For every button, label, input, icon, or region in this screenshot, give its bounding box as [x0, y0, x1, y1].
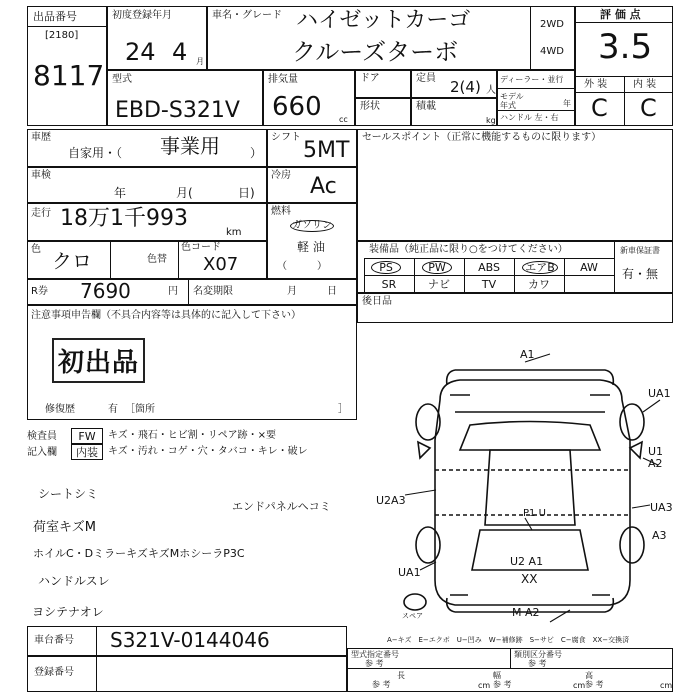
int-text: キズ・汚れ・コゲ・穴・タバコ・キレ・破レ — [108, 446, 308, 457]
displacement-label: 排気量 — [268, 74, 298, 85]
name-change-month: 月 — [287, 286, 297, 297]
first-listing-stamp: 初出品 — [52, 338, 145, 383]
divider — [497, 88, 575, 89]
color-label: 色 — [31, 244, 41, 255]
equip-navi: ナビ — [428, 278, 450, 291]
repair-close: ］ — [338, 404, 348, 415]
length-cm: cm — [478, 681, 491, 690]
color-code-label: 色コード — [181, 242, 221, 253]
interior-value: C — [640, 94, 657, 122]
diagram-label-u1a2: U1 A2 — [648, 445, 664, 470]
diagram-label-a3: A3 — [652, 529, 667, 542]
type-value: EBD-S321V — [115, 98, 240, 123]
equip-airbag: エアB — [522, 261, 558, 274]
divider — [110, 241, 111, 279]
grade-label: 評 価 点 — [600, 8, 641, 21]
equip-ps: PS — [371, 261, 401, 274]
divider — [510, 648, 511, 668]
height-ref: 参 考 — [585, 680, 604, 689]
diagram-legend: A−キズ E−エクボ U−凹み W−補修跡 S−サビ C−腐食 XX−交換済 — [387, 636, 630, 644]
diagram-label-u2a3-left: U2A3 — [376, 494, 406, 507]
door-label: ドア — [360, 73, 380, 84]
divider — [364, 275, 614, 276]
divider — [530, 6, 531, 70]
equip-pw: PW — [422, 261, 452, 274]
dealer-label: ディーラー・並行 — [500, 75, 564, 84]
remark-1: シートシミ — [38, 487, 99, 501]
capacity-label: 定員 — [416, 73, 436, 84]
recycle-value: 7690 — [80, 279, 131, 303]
fuel-paren: （ ） — [277, 261, 327, 272]
divider — [188, 279, 189, 305]
mileage-label: 走行 — [31, 208, 51, 219]
shape-label: 形状 — [360, 101, 380, 112]
name-change-label: 名変期限 — [193, 286, 233, 297]
load-label: 積載 — [416, 101, 436, 112]
width-ref: 参 考 — [493, 680, 512, 689]
shift-value: 5MT — [303, 138, 350, 163]
equip-aw: AW — [580, 261, 598, 274]
type-label: 型式 — [112, 74, 132, 85]
inspection-day: 日) — [238, 186, 255, 200]
sales-point-box — [357, 129, 673, 241]
reg-box — [27, 656, 347, 692]
diagram-label-u2a1: U2 A1 — [510, 555, 544, 568]
history-label: 車歴 — [31, 132, 51, 143]
model-label: 車名・グレード — [212, 10, 282, 21]
cc-unit: cc — [339, 115, 348, 124]
inspection-month: 月( — [176, 186, 193, 200]
color-change-label: 色替 — [147, 254, 167, 265]
warranty-value: 有・無 — [622, 267, 659, 281]
length-ref: 参 考 — [372, 680, 391, 689]
exterior-value: C — [591, 94, 608, 122]
warranty-label: 新車保証書 — [620, 246, 660, 255]
diagram-label-xx: XX — [521, 572, 538, 586]
shift-label: シフト — [271, 132, 301, 143]
car-diagram — [360, 340, 690, 630]
divider — [347, 668, 673, 669]
width-label: 幅 — [493, 671, 501, 680]
length-label: 長 — [397, 671, 405, 680]
model-year-label: モデル 年式 — [500, 92, 524, 110]
handle-label: ハンドル 左・右 — [500, 113, 559, 122]
month-unit: 月 — [196, 57, 204, 66]
history-box — [27, 129, 267, 167]
ac-label: 冷房 — [271, 170, 291, 181]
diagram-label-ma2: M A2 — [512, 606, 540, 619]
recycle-yen: 円 — [168, 286, 178, 297]
divider — [624, 76, 625, 126]
lot-number: 8117 — [33, 59, 105, 92]
category-ref: 参 考 — [528, 659, 547, 668]
diagram-label-spare: スペア — [402, 612, 423, 620]
first-reg-month: 4 — [172, 38, 188, 66]
diagram-label-ua3-right: UA3 — [650, 501, 673, 514]
exterior-label: 外 装 — [584, 79, 608, 90]
color-code-value: X07 — [203, 254, 239, 275]
equip-leather: カワ — [528, 278, 550, 291]
displacement-value: 660 — [272, 92, 322, 122]
first-reg-year: 24 — [125, 38, 156, 66]
fuel-gasoline: ガソリン — [292, 220, 332, 231]
chassis-value: S321V-0144046 — [110, 628, 270, 652]
inspection-label: 車検 — [31, 170, 51, 181]
divider — [575, 22, 673, 23]
recycle-label: R券 — [31, 286, 48, 297]
equip-tv: TV — [481, 278, 497, 291]
designation-ref: 参 考 — [365, 659, 384, 668]
notes-label: 注意事項申告欄（不具合内容等は具体的に記入して下さい） — [31, 310, 301, 321]
remark-5: ヨシテナオレ — [32, 605, 104, 619]
diagram-label-a1-top: A1 — [520, 348, 535, 361]
height-cm: cm — [660, 681, 673, 690]
divider — [614, 241, 615, 293]
fw-text: キズ・飛石・ヒビ割・リペア跡・×要 — [108, 430, 276, 441]
inspection-box — [27, 167, 267, 203]
first-reg-label: 初度登録年月 — [112, 10, 172, 21]
diagram-label-ua1-left: UA1 — [398, 566, 421, 579]
drive-2wd: 2WD — [540, 19, 564, 30]
entry-label: 記入欄 — [27, 447, 57, 458]
fuel-label: 燃料 — [271, 206, 291, 217]
lot-label: 出品番号 — [33, 10, 77, 23]
repair-label: 修復歴 — [45, 404, 75, 415]
repair-value: 有 — [108, 404, 118, 415]
color-value: クロ — [52, 249, 92, 273]
remark-3: ホイルC・DミラーキズキズMホシーラP3C — [33, 547, 245, 560]
equip-abs: ABS — [478, 261, 500, 274]
designation-label: 型式指定番号 — [351, 650, 399, 659]
year-unit: 年 — [563, 99, 571, 108]
aftermarket-label: 後日品 — [362, 296, 392, 307]
int-label: 内装 — [76, 446, 98, 459]
mileage-value: 18万1千993 — [60, 206, 188, 231]
repair-place: ［箇所 — [125, 404, 155, 415]
divider — [364, 258, 614, 259]
history-options: 自家用・（ — [68, 146, 123, 160]
km-unit: km — [226, 227, 242, 238]
remark-2: 荷室キズM — [33, 520, 96, 535]
reg-label: 登録番号 — [34, 667, 74, 678]
name-change-day: 日 — [327, 286, 337, 297]
fuel-diesel: 軽 油 — [297, 240, 325, 254]
divider — [575, 92, 673, 93]
drive-4wd: 4WD — [540, 46, 564, 57]
lot-sub: [2180] — [45, 30, 79, 41]
height-label: 高 — [585, 671, 593, 680]
model-line1: ハイゼットカーゴ — [296, 8, 471, 33]
interior-label: 内 装 — [633, 79, 657, 90]
divider — [96, 626, 97, 656]
width-cm: cm — [573, 681, 586, 690]
remark-right: エンドパネルヘコミ — [232, 500, 331, 513]
category-label: 類別区分番号 — [514, 650, 562, 659]
fw-label: FW — [78, 430, 96, 443]
ac-value: Ac — [310, 174, 337, 199]
diagram-label-p1u: P1 U — [523, 508, 546, 519]
divider — [178, 241, 179, 279]
kg-unit: kg — [486, 116, 496, 125]
recycle-box — [27, 279, 357, 305]
history-close: ） — [250, 146, 263, 160]
model-line2: クルーズターボ — [292, 38, 459, 66]
person-unit: 人 — [486, 85, 496, 96]
history-value: 事業用 — [160, 134, 220, 158]
inspection-year: 年 — [114, 186, 127, 200]
divider — [96, 656, 97, 692]
remark-4: ハンドルスレ — [38, 574, 110, 588]
equipment-label: 装備品（純正品に限り○をつけてください） — [369, 244, 568, 255]
aftermarket-box — [357, 293, 673, 323]
chassis-label: 車台番号 — [34, 635, 74, 646]
grade-value: 3.5 — [598, 27, 653, 67]
diagram-label-ua1-right: UA1 — [648, 387, 671, 400]
capacity-value: 2(4) — [450, 78, 481, 96]
sales-point-label: セールスポイント（正常に機能するものに限ります） — [362, 132, 602, 143]
divider — [497, 110, 575, 111]
inspector-label: 検査員 — [27, 431, 57, 442]
equip-sr: SR — [381, 278, 397, 291]
divider — [27, 26, 107, 27]
